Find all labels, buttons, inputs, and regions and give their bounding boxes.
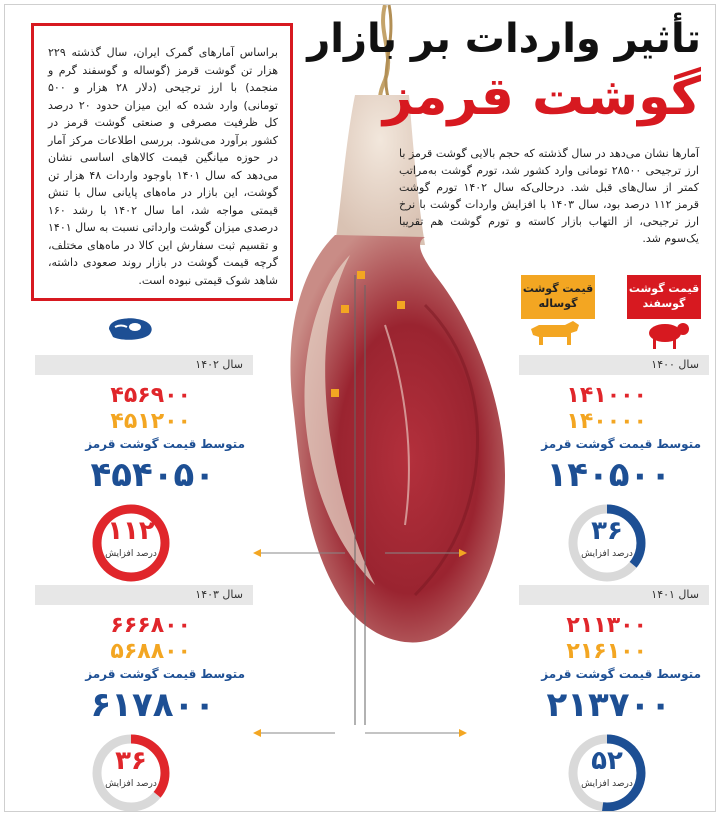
legend-calf: قیمت گوشت گوساله [521,275,595,319]
increase-label: درصد افزایش [105,549,157,559]
calf-icon [525,315,585,351]
title-line-1: تأثیر واردات بر بازار [307,16,701,62]
average-price: ۱۴۰۵۰۰ [546,455,671,495]
calf-price: ۱۴۰۰۰۰ [566,409,647,434]
calf-price: ۲۱۶۱۰۰ [566,639,647,664]
sheep-price: ۲۱۱۳۰۰ [566,613,647,638]
sheep-price: ۴۵۶۹۰۰ [110,383,191,408]
meat-steak-icon [101,313,161,343]
average-price-label: متوسط قیمت گوشت قرمز [541,437,701,451]
increase-label: درصد افزایش [105,779,157,789]
year-label: سال ۱۴۰۲ [35,355,253,375]
increase-percent: ۱۱۲ [107,516,155,546]
average-price-label: متوسط قیمت گوشت قرمز [85,437,245,451]
increase-label: درصد افزایش [581,779,633,789]
average-price-label: متوسط قیمت گوشت قرمز [85,667,245,681]
average-price: ۴۵۴۰۵۰ [90,455,215,495]
year-label: سال ۱۴۰۳ [35,585,253,605]
title-line-2: گوشت قرمز [382,67,701,127]
average-price-label: متوسط قیمت گوشت قرمز [541,667,701,681]
average-price: ۶۱۷۸۰۰ [90,685,215,725]
increase-percent: ۳۶ [115,746,147,776]
infographic [4,4,716,812]
sheep-price: ۱۴۱۰۰۰ [566,383,647,408]
marker-chip [341,305,349,313]
calf-price: ۵۶۸۸۰۰ [110,639,191,664]
year-label: سال ۱۴۰۰ [519,355,709,375]
callout-box: براساس آمارهای گمرک ایران، سال گذشته ۲۲۹ هزار تن گوشت قرمز (گوساله و گوسفند گرم و منجمد) با ارز ترجیحی (دلار ۲۸ هزار و ۵۰۰ تومانی) وارد شده که این میزان حدود ۲۰ درصد کل ظرفیت مصرفی و صنعتی گوشت قرمز در کشور برآورد می‌شود. بررسی اطلاعات مرکز آمار در حوزه میانگین قیمت کالاهای اساسی نشان می‌دهد که سال ۱۴۰۱ باوجود واردات ۴۸ هزار تن گوشت، این بازار در ماه‌های پایانی سال با تنش قیمتی مواجه شد، اما سال ۱۴۰۲ با رشد ۱۶۰ درصدی میزان گوشت وارداتی نسبت به سال ۱۴۰۱ و تقسیم ثبت سفارش این کالا در ماه‌های مختلف، گرچه قیمت گوشت در بازار روند صعودی داشته، شاهد شوک قیمتی نبوده است. [31,23,293,301]
increase-percent: ۳۶ [591,516,623,546]
legend-sheep: قیمت گوشت گوسفند [627,275,701,319]
year-label: سال ۱۴۰۱ [519,585,709,605]
increase-label: درصد افزایش [581,549,633,559]
marker-chip [331,389,339,397]
sheep-price: ۶۶۶۸۰۰ [110,613,191,638]
calf-price: ۴۵۱۲۰۰ [110,409,191,434]
marker-chip [397,301,405,309]
increase-percent: ۵۲ [591,746,623,776]
average-price: ۲۱۳۷۰۰ [546,685,671,725]
intro-paragraph: آمارها نشان می‌دهد در سال گذشته که حجم بالایی گوشت قرمز با ارز ترجیحی ۲۸۵۰۰ تومانی وارد کشور شد، تورم گوشت به‌مراتب کمتر از سال‌های قبل شد. درحالی‌که سال ۱۴۰۲ تورم گوشت قرمز ۱۱۲ درصد بود، سال ۱۴۰۳ با افزایش واردات گوشت با نرخ ارز ترجیحی، از التهاب بازار کاسته و تورم گوشت هم تقریبا یک‌سوم شد. [399,147,699,245]
marker-chip [357,271,365,279]
sheep-icon [643,319,691,351]
